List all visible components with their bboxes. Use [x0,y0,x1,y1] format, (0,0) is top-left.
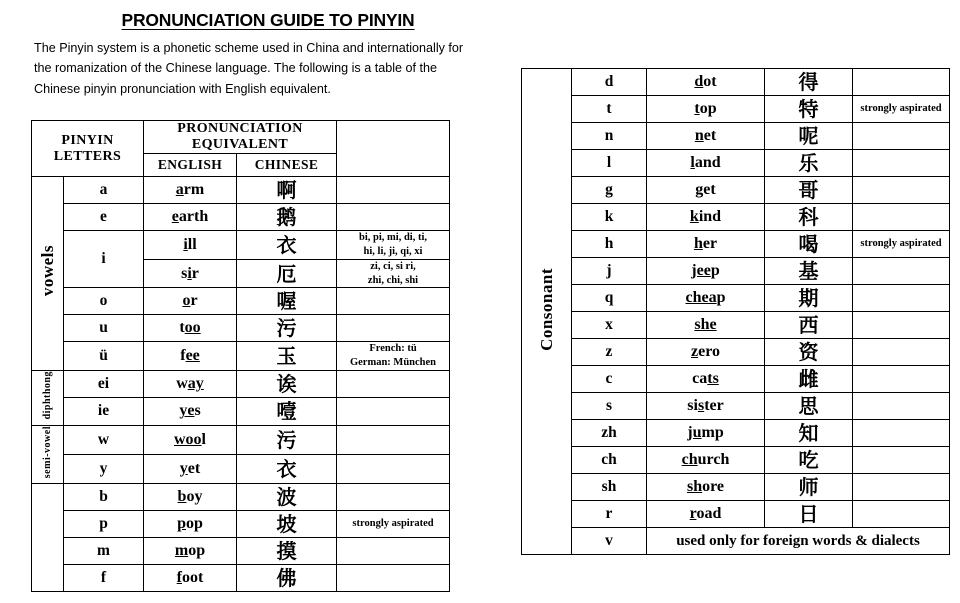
underlined-sound: t [694,100,700,117]
underlined-sound: chea [685,289,717,306]
note-cell [337,425,450,454]
group-label-diphthong [32,371,64,425]
table-row [522,150,950,177]
pinyin-letter: ch [572,447,647,474]
pinyin-letter: i [64,231,144,288]
note-cell [853,150,950,177]
english-example: foot [144,564,237,591]
english-example: arm [144,177,237,204]
underlined-sound: y [179,459,188,477]
vowel-table-container [31,120,450,592]
english-example: yes [144,398,237,425]
table-row [32,454,450,483]
chinese-character: 师 [765,474,853,501]
note-cell [853,447,950,474]
pinyin-letter: v [572,528,647,555]
pinyin-letter: z [572,339,647,366]
chinese-character: 科 [765,204,853,231]
english-example: ill [144,231,237,260]
underlined-sound: k [689,208,699,225]
note-cell [853,393,950,420]
rotated-label-text: diphthong [42,371,53,420]
note-cell [337,177,450,204]
rotated-label-text: Consonant [536,267,556,351]
table-row [32,564,450,591]
english-example: jump [647,420,765,447]
english-example: mop [144,537,237,564]
chinese-character: 污 [237,315,337,342]
underlined-sound: ay [187,375,204,393]
table-row [522,204,950,231]
table-row [522,285,950,312]
note-cell: strongly aspirated [853,96,950,123]
note-cell [337,398,450,425]
chinese-character: 吃 [765,447,853,474]
chinese-character: 特 [765,96,853,123]
underlined-sound: jee [691,262,711,279]
english-example [647,312,765,339]
chinese-character: 呢 [765,123,853,150]
chinese-character: 乐 [765,150,853,177]
vowel-table-body [32,177,450,592]
underlined-sound: e [171,208,179,225]
note-cell [853,339,950,366]
note-cell: strongly aspirated [337,510,450,537]
pinyin-letter: k [572,204,647,231]
pinyin-letter: r [572,501,647,528]
rotated-label-text: semi-vowel [42,425,53,478]
english-example: church [647,447,765,474]
pinyin-letter: l [572,150,647,177]
pinyin-vowel-table [31,120,450,592]
chinese-character: 资 [765,339,853,366]
english-example: kind [647,204,765,231]
header-pronunciation-equivalent: PRONUNCIATION EQUIVALENT [144,121,337,154]
table-row [522,420,950,447]
pinyin-letter: s [572,393,647,420]
chinese-character: 波 [237,483,337,510]
note-cell [853,258,950,285]
table-row [32,204,450,231]
document-header [34,10,484,99]
english-example: top [647,96,765,123]
pinyin-letter: q [572,285,647,312]
pinyin-letter: h [572,231,647,258]
note-cell [853,366,950,393]
table-row [522,231,950,258]
english-example: fee [144,342,237,371]
underlined-sound: s [697,397,705,414]
english-example: her [647,231,765,258]
chinese-character: 基 [765,258,853,285]
chinese-character: 摸 [237,537,337,564]
english-example: wool [144,425,237,454]
english-example: road [647,501,765,528]
table-row [522,312,950,339]
note-cell [853,123,950,150]
pinyin-letter: j [572,258,647,285]
note-cell: French: tü German: München [337,342,450,371]
table-row [32,483,450,510]
underlined-sound: d [694,73,704,90]
table-row [522,366,950,393]
note-cell: strongly aspirated [853,231,950,258]
pinyin-letter: e [64,204,144,231]
chinese-character: 喝 [765,231,853,258]
chinese-character: 鹅 [237,204,337,231]
english-example: zero [647,339,765,366]
english-example: or [144,288,237,315]
underlined-sound: o [182,292,191,310]
underlined-sound: l [690,154,695,171]
english-example: net [647,123,765,150]
chinese-character: 污 [237,425,337,454]
table-row [32,510,450,537]
note-cell [853,420,950,447]
note-cell [337,288,450,315]
table-row [32,537,450,564]
pinyin-letter: a [64,177,144,204]
chinese-character: 玉 [237,342,337,371]
pinyin-letter: y [64,454,144,483]
pinyin-letter: g [572,177,647,204]
table-row [32,288,450,315]
table-row [32,177,450,204]
underlined-sound: ju [687,424,702,441]
chinese-character: 啊 [237,177,337,204]
english-example: yet [144,454,237,483]
english-example: get [647,177,765,204]
english-example: boy [144,483,237,510]
chinese-character: 衣 [237,231,337,260]
underlined-sound: a [175,181,184,198]
pinyin-letter: ei [64,371,144,398]
english-example: dot [647,69,765,96]
pinyin-letter: ie [64,398,144,425]
pinyin-letter: u [64,315,144,342]
group-label-blank [32,483,64,591]
header-notes [337,121,450,177]
note-cell [853,204,950,231]
chinese-character: 雌 [765,366,853,393]
table-row [522,339,950,366]
consonant-table-container [521,68,950,555]
chinese-character: 坡 [237,510,337,537]
table-row [32,398,450,425]
english-example: cheap [647,285,765,312]
table-header-row [32,121,450,154]
underlined-sound: i [187,264,192,282]
chinese-character: 西 [765,312,853,339]
english-example: shore [647,474,765,501]
english-example: way [144,371,237,398]
chinese-character: 哥 [765,177,853,204]
consonant-table-body [522,69,950,555]
note-cell [853,285,950,312]
table-row [522,177,950,204]
chinese-character: 噎 [237,398,337,425]
english-example: sister [647,393,765,420]
english-example: cats [647,366,765,393]
table-row [32,425,450,454]
note-cell [337,371,450,398]
chinese-character: 喔 [237,288,337,315]
underlined-sound: f [176,568,182,586]
page-title: PRONUNCIATION GUIDE TO PINYIN [121,10,415,30]
underlined-sound: ye [179,402,195,420]
underlined-sound: ch [681,451,698,468]
english-example: jeep [647,258,765,285]
chinese-character: 期 [765,285,853,312]
chinese-character: 厄 [237,259,337,288]
chinese-character: 日 [765,501,853,528]
pinyin-letter: x [572,312,647,339]
pinyin-letter: t [572,96,647,123]
chinese-character: 得 [765,69,853,96]
header-pinyin-letters: PINYIN LETTERS [32,121,144,177]
pinyin-letter: w [64,425,144,454]
underlined-sound: sh [686,478,703,495]
foreign-words-note: used only for foreign words & dialects [647,528,950,555]
group-label-semi-vowel [32,425,64,483]
pinyin-letter: d [572,69,647,96]
chinese-character: 知 [765,420,853,447]
underlined-sound: i [183,235,188,253]
table-row [522,474,950,501]
pinyin-letter: p [64,510,144,537]
vowel-table-head [32,121,450,177]
underlined-sound: g [695,181,704,198]
group-label-vowels [32,177,64,371]
group-label-Consonant [522,69,572,555]
table-row [522,501,950,528]
table-row [32,231,450,260]
note-cell: bi, pi, mi, di, ti, hi, li, ji, qi, xi [337,231,450,260]
table-row [32,315,450,342]
underlined-sound: woo [173,430,202,448]
underlined-sound: p [177,514,186,532]
english-example: sir [144,259,237,288]
underlined-sound: r [689,505,697,522]
table-row [32,371,450,398]
chinese-character: 诶 [237,371,337,398]
rotated-label-text: vowels [37,245,57,297]
underlined-sound: b [177,487,187,505]
intro-paragraph: The Pinyin system is a phonetic scheme used in China and internationally for the romanization of the Chinese language. The following is a table of the Chinese pinyin pronunciation with English equivalent. [34,41,464,96]
note-cell [853,501,950,528]
note-cell: zi, ci, si ri, zhi, chi, shi [337,259,450,288]
pinyin-letter: c [572,366,647,393]
chinese-character: 佛 [237,564,337,591]
english-example: land [647,150,765,177]
table-row [522,447,950,474]
header-english: ENGLISH [144,154,237,177]
underlined-sound: h [693,235,703,252]
note-cell [337,564,450,591]
note-cell [853,312,950,339]
note-cell [337,537,450,564]
header-chinese: CHINESE [237,154,337,177]
english-example: earth [144,204,237,231]
pinyin-letter: zh [572,420,647,447]
note-cell [853,474,950,501]
table-row [522,393,950,420]
underlined-sound: oo [184,319,201,337]
english-example: too [144,315,237,342]
table-row [522,123,950,150]
pinyin-letter: sh [572,474,647,501]
underlined-sound: she [694,316,717,333]
underlined-sound: n [694,127,704,144]
underlined-sound: ts [707,370,719,387]
note-cell [337,315,450,342]
pinyin-letter: ü [64,342,144,371]
note-cell [853,69,950,96]
table-row [32,342,450,371]
pinyin-letter: m [64,537,144,564]
table-row [522,258,950,285]
table-row-final [522,528,950,555]
pinyin-letter: o [64,288,144,315]
pinyin-letter: f [64,564,144,591]
english-example: pop [144,510,237,537]
underlined-sound: z [690,343,699,360]
pinyin-letter: n [572,123,647,150]
chinese-character: 思 [765,393,853,420]
underlined-sound: m [174,541,189,559]
note-cell [337,204,450,231]
note-cell [337,454,450,483]
table-row [522,96,950,123]
table-row [522,69,950,96]
pinyin-letter: b [64,483,144,510]
note-cell [337,483,450,510]
note-cell [853,177,950,204]
pinyin-consonant-table [521,68,950,555]
underlined-sound: ee [185,347,200,365]
chinese-character: 衣 [237,454,337,483]
